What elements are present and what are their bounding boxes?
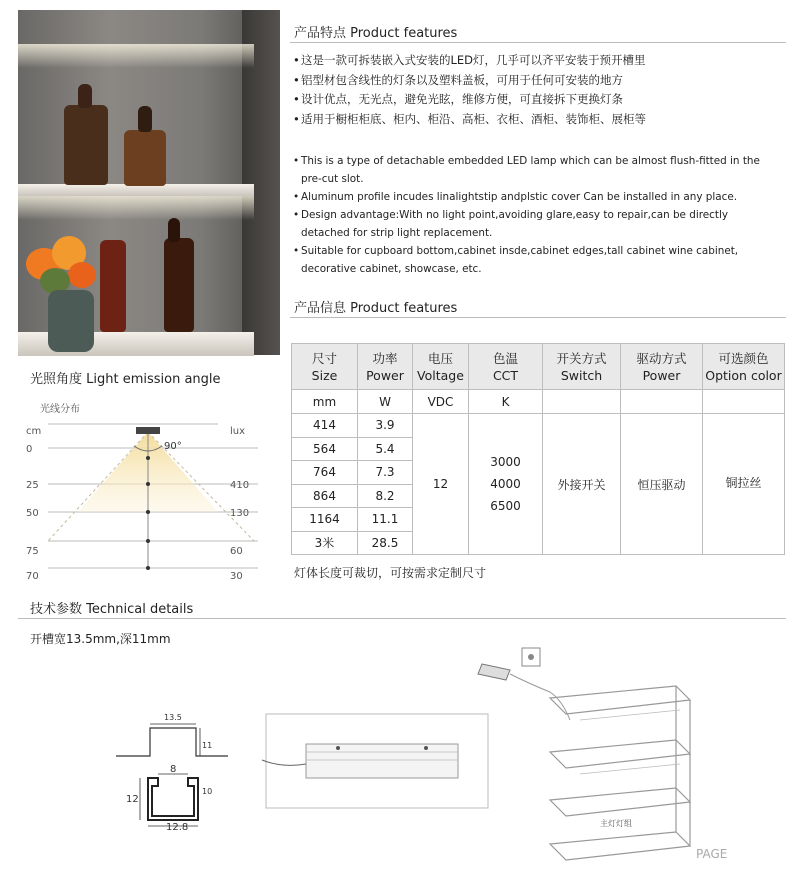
header-size: 尺寸 Size bbox=[292, 344, 358, 390]
strip-label: 主灯灯组 bbox=[600, 819, 632, 828]
light-distribution-diagram bbox=[18, 398, 278, 624]
features-en-list bbox=[293, 152, 775, 278]
lux-label: lux bbox=[230, 426, 246, 437]
cm-tick: 25 bbox=[26, 480, 39, 491]
dim-slot-width: 13.5 bbox=[164, 713, 182, 722]
header-switch: 开关方式 Switch bbox=[543, 344, 621, 390]
lux-tick: 130 bbox=[230, 508, 250, 519]
unit-cell: W bbox=[358, 390, 413, 414]
size-cell: 414 bbox=[292, 414, 358, 438]
feature-en-item: • Aluminum profile incudes linalightstip andplstic cover Can be installed in any place. bbox=[293, 188, 775, 206]
power-cell: 7.3 bbox=[358, 461, 413, 485]
switch-cell: 外接开关 bbox=[543, 414, 621, 555]
lux-tick: 30 bbox=[230, 571, 243, 582]
cct-cell: 3000 4000 6500 bbox=[469, 414, 543, 555]
features-title: 产品特点 Product features bbox=[294, 26, 458, 41]
feature-cn-item: • 设计优点，无光点，避免光眩，维修方便，可直接拆下更换灯条 bbox=[293, 90, 783, 110]
dim-inner-width: 8 bbox=[170, 764, 177, 775]
tech-title: 技术参数 Technical details bbox=[30, 602, 194, 617]
cm-tick: 50 bbox=[26, 508, 39, 519]
angle-label: 90° bbox=[164, 441, 182, 452]
size-cell: 1164 bbox=[292, 508, 358, 532]
unit-cell: VDC bbox=[413, 390, 469, 414]
info-title: 产品信息 Product features bbox=[294, 301, 458, 316]
header-power: 功率 Power bbox=[358, 344, 413, 390]
power-cell: 8.2 bbox=[358, 484, 413, 508]
chart-label: 光线分布 bbox=[40, 404, 80, 415]
size-cell: 764 bbox=[292, 461, 358, 485]
feature-cn-item: • 这是一款可拆装嵌入式安装的LED灯，几乎可以齐平安装于预开槽里 bbox=[293, 51, 783, 71]
length-note: 灯体长度可裁切，可按需求定制尺寸 bbox=[294, 566, 487, 580]
feature-en-item: • Suitable for cupboard bottom,cabinet insde,cabinet edges,tall cabinet wine cabinet, decorative cabinet, showcase, etc. bbox=[293, 242, 775, 278]
power-cell: 28.5 bbox=[358, 531, 413, 555]
cm-tick: 75 bbox=[26, 546, 39, 557]
product-photo bbox=[18, 10, 280, 355]
size-cell: 564 bbox=[292, 437, 358, 461]
size-cell: 864 bbox=[292, 484, 358, 508]
power-cell: 11.1 bbox=[358, 508, 413, 532]
cm-tick: 0 bbox=[26, 444, 33, 455]
unit-cell bbox=[543, 390, 621, 414]
spec-table bbox=[291, 343, 785, 555]
power-cell: 3.9 bbox=[358, 414, 413, 438]
dim-height: 12 bbox=[126, 794, 139, 805]
unit-cell bbox=[621, 390, 703, 414]
lux-tick: 60 bbox=[230, 546, 243, 557]
size-cell: 3米 bbox=[292, 531, 358, 555]
driver-cell: 恒压驱动 bbox=[621, 414, 703, 555]
lamp-icon bbox=[136, 427, 160, 434]
lux-tick: 410 bbox=[230, 480, 250, 491]
installation-sketch bbox=[262, 708, 492, 828]
driver-icon bbox=[478, 664, 510, 680]
header-cct: 色温 CCT bbox=[469, 344, 543, 390]
profile-drawing bbox=[110, 708, 230, 838]
cm-label: cm bbox=[26, 426, 42, 437]
header-color: 可选颜色 Option color bbox=[703, 344, 785, 390]
power-cell: 5.4 bbox=[358, 437, 413, 461]
color-cell: 铜拉丝 bbox=[703, 414, 785, 555]
header-driver: 驱动方式 Power bbox=[621, 344, 703, 390]
dim-slot-depth: 11 bbox=[202, 741, 213, 750]
feature-cn-item: • 适用于橱柜柜底、柜内、柜沿、高柜、衣柜、酒柜、装饰柜、展柜等 bbox=[293, 110, 783, 130]
unit-cell: mm bbox=[292, 390, 358, 414]
cabinet-sketch bbox=[470, 640, 728, 861]
angle-title: 光照角度 Light emission angle bbox=[30, 372, 221, 387]
unit-cell: K bbox=[469, 390, 543, 414]
slot-size-text: 开槽宽13.5mm,深11mm bbox=[30, 632, 171, 646]
features-cn-list bbox=[293, 51, 783, 129]
voltage-cell: 12 bbox=[413, 414, 469, 555]
feature-cn-item: • 铝型材包含线性的灯条以及塑料盖板，可用于任何可安装的地方 bbox=[293, 71, 783, 91]
dim-width: 12.8 bbox=[166, 822, 189, 833]
cm-tick: 70 bbox=[26, 571, 39, 582]
dim-height-2: 10 bbox=[202, 787, 213, 796]
feature-en-item: • This is a type of detachable embedded LED lamp which can be almost flush-fitted in the pre-cut slot. bbox=[293, 152, 775, 188]
unit-cell bbox=[703, 390, 785, 414]
page-label: PAGE bbox=[696, 847, 728, 861]
feature-en-item: • Design advantage:With no light point,avoiding glare,easy to repair,can be directly detached for strip light replacement. bbox=[293, 206, 775, 242]
header-voltage: 电压 Voltage bbox=[413, 344, 469, 390]
